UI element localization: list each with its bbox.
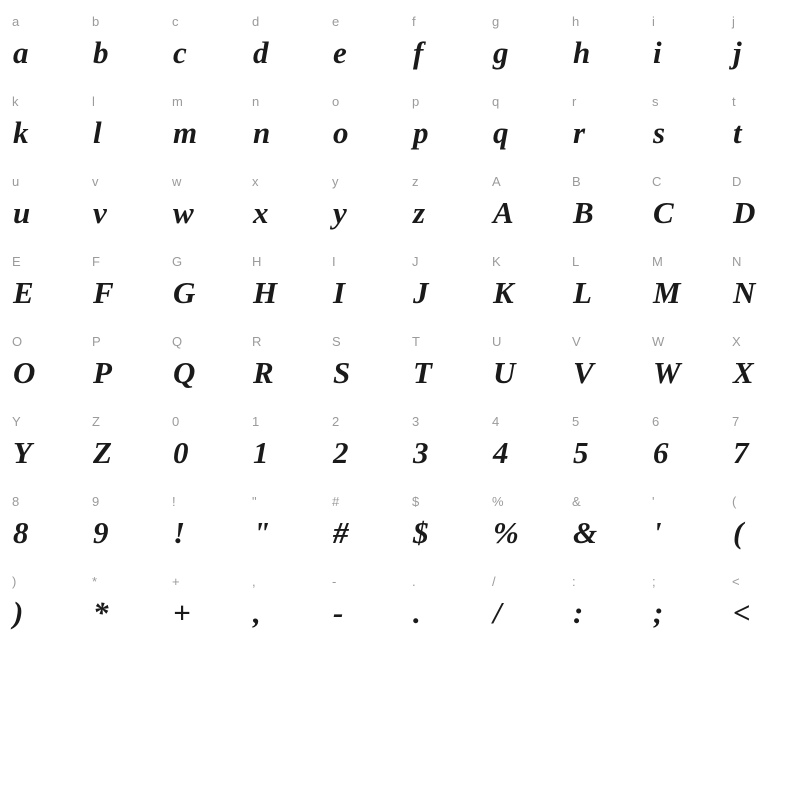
glyph-cell xyxy=(0,164,80,244)
glyph-sample: 5 xyxy=(573,435,589,470)
glyph-cell xyxy=(480,324,560,404)
glyph-sample: 4 xyxy=(493,435,509,470)
glyph-code-label: g xyxy=(492,14,500,29)
glyph-code-label: M xyxy=(652,254,664,269)
glyph-sample: A xyxy=(493,195,514,230)
glyph-cell xyxy=(720,324,800,404)
glyph-cell xyxy=(560,84,640,164)
glyph-cell xyxy=(160,404,240,484)
glyph-sample: : xyxy=(573,595,584,630)
glyph-cell xyxy=(480,564,560,644)
glyph-cell xyxy=(80,84,160,164)
glyph-cell xyxy=(0,324,80,404)
glyph-cell xyxy=(160,4,240,84)
glyph-code-label: B xyxy=(572,174,581,189)
glyph-code-label: J xyxy=(412,254,419,269)
glyph-code-label: l xyxy=(92,94,96,109)
glyph-code-label: z xyxy=(412,174,419,189)
glyph-sample: Y xyxy=(13,435,32,470)
glyph-code-label: y xyxy=(332,174,339,189)
glyph-cell xyxy=(480,4,560,84)
glyph-sample: v xyxy=(93,195,107,230)
glyph-cell xyxy=(640,164,720,244)
glyph-code-label: p xyxy=(412,94,420,109)
glyph-cell xyxy=(560,404,640,484)
glyph-cell xyxy=(80,4,160,84)
glyph-cell xyxy=(160,564,240,644)
glyph-sample: x xyxy=(253,195,269,230)
glyph-code-label: . xyxy=(412,574,416,589)
glyph-sample: H xyxy=(253,275,278,310)
glyph-cell xyxy=(240,564,320,644)
glyph-sample: k xyxy=(13,115,29,150)
glyph-code-label: i xyxy=(652,14,656,29)
glyph-sample: d xyxy=(253,35,269,70)
glyph-cell xyxy=(0,404,80,484)
glyph-sample: B xyxy=(573,195,594,230)
glyph-code-label: f xyxy=(412,14,416,29)
glyph-code-label: Q xyxy=(172,334,183,349)
glyph-cell xyxy=(320,4,400,84)
glyph-sample: h xyxy=(573,35,591,70)
glyph-cell xyxy=(480,84,560,164)
glyph-code-label: U xyxy=(492,334,502,349)
glyph-code-label: ( xyxy=(732,494,737,509)
glyph-sample: W xyxy=(653,355,681,390)
glyph-cell xyxy=(560,324,640,404)
glyph-sample: ) xyxy=(13,595,24,630)
glyph-cell xyxy=(640,244,720,324)
glyph-code-label: + xyxy=(172,574,180,589)
glyph-sample: 1 xyxy=(253,435,269,470)
glyph-sample: f xyxy=(413,35,424,70)
glyph-cell xyxy=(80,324,160,404)
glyph-cell xyxy=(0,84,80,164)
glyph-code-label: j xyxy=(732,14,736,29)
glyph-sample: P xyxy=(93,355,112,390)
glyph-sample: u xyxy=(13,195,31,230)
glyph-code-label: % xyxy=(492,494,504,509)
glyph-cell xyxy=(240,244,320,324)
glyph-code-label: K xyxy=(492,254,501,269)
glyph-code-label: < xyxy=(732,574,740,589)
glyph-sample: $ xyxy=(413,515,429,550)
glyph-cell xyxy=(0,564,80,644)
glyph-code-label: 4 xyxy=(492,414,500,429)
glyph-sample: % xyxy=(493,515,519,550)
glyph-sample: ' xyxy=(653,515,662,550)
glyph-sample: * xyxy=(93,595,109,630)
glyph-code-label: F xyxy=(92,254,101,269)
glyph-code-label: o xyxy=(332,94,340,109)
glyph-sample: j xyxy=(733,35,742,70)
glyph-code-label: ) xyxy=(12,574,17,589)
glyph-sample: s xyxy=(653,115,666,150)
glyph-code-label: C xyxy=(652,174,662,189)
glyph-code-label: m xyxy=(172,94,184,109)
glyph-cell xyxy=(240,164,320,244)
glyph-sample: m xyxy=(173,115,198,150)
glyph-code-label: I xyxy=(332,254,336,269)
glyph-code-label: h xyxy=(572,14,580,29)
glyph-cell xyxy=(400,564,480,644)
glyph-sample: i xyxy=(653,35,662,70)
glyph-sample: q xyxy=(493,115,509,150)
glyph-code-label: & xyxy=(572,494,581,509)
glyph-cell xyxy=(320,164,400,244)
glyph-sample: o xyxy=(333,115,349,150)
glyph-code-label: c xyxy=(172,14,179,29)
glyph-cell xyxy=(720,244,800,324)
glyph-sample: p xyxy=(413,115,429,150)
glyph-code-label: G xyxy=(172,254,183,269)
glyph-cell xyxy=(560,244,640,324)
glyph-cell xyxy=(0,244,80,324)
glyph-sample: ( xyxy=(733,515,744,550)
glyph-sample: S xyxy=(333,355,351,390)
glyph-code-label: T xyxy=(412,334,421,349)
glyph-sample: " xyxy=(253,515,271,550)
glyph-cell xyxy=(240,324,320,404)
glyph-code-label: Y xyxy=(12,414,21,429)
glyph-cell xyxy=(480,484,560,564)
glyph-code-label: ! xyxy=(172,494,176,509)
glyph-cell xyxy=(480,404,560,484)
glyph-code-label: 9 xyxy=(92,494,100,509)
glyph-cell xyxy=(320,324,400,404)
glyph-sample: & xyxy=(573,515,598,550)
glyph-code-label: # xyxy=(332,494,340,509)
glyph-sample: 2 xyxy=(333,435,349,470)
glyph-code-label: 7 xyxy=(732,414,740,429)
glyph-sample: r xyxy=(573,115,586,150)
glyph-cell xyxy=(400,4,480,84)
glyph-code-label: / xyxy=(492,574,496,589)
glyph-sample: I xyxy=(333,275,346,310)
glyph-sample: , xyxy=(253,595,261,630)
glyph-code-label: e xyxy=(332,14,340,29)
glyph-sample: ! xyxy=(173,515,186,550)
glyph-code-label: * xyxy=(92,574,98,589)
glyph-sample: E xyxy=(13,275,34,310)
glyph-cell xyxy=(560,484,640,564)
glyph-sample: g xyxy=(493,35,509,70)
glyph-code-label: 3 xyxy=(412,414,420,429)
glyph-cell xyxy=(720,564,800,644)
glyph-cell xyxy=(160,84,240,164)
glyph-sample: N xyxy=(733,275,756,310)
glyph-sample: 9 xyxy=(93,515,109,550)
glyph-code-label: , xyxy=(252,574,256,589)
glyph-cell xyxy=(80,564,160,644)
glyph-code-label: a xyxy=(12,14,20,29)
glyph-sample: ; xyxy=(653,595,664,630)
glyph-code-label: " xyxy=(252,494,257,509)
glyph-code-label: D xyxy=(732,174,742,189)
glyph-code-label: - xyxy=(332,574,337,589)
glyph-sample: M xyxy=(653,275,681,310)
glyph-code-label: 6 xyxy=(652,414,660,429)
glyph-code-label: O xyxy=(12,334,23,349)
glyph-code-label: s xyxy=(652,94,659,109)
glyph-sample: R xyxy=(253,355,274,390)
glyph-code-label: S xyxy=(332,334,341,349)
glyph-cell xyxy=(400,84,480,164)
glyph-cell xyxy=(320,564,400,644)
glyph-code-label: 1 xyxy=(252,414,260,429)
glyph-code-label: 5 xyxy=(572,414,580,429)
glyph-code-label: P xyxy=(92,334,101,349)
glyph-sample: / xyxy=(493,595,502,630)
glyph-cell xyxy=(560,164,640,244)
glyph-code-label: E xyxy=(12,254,21,269)
glyph-code-label: $ xyxy=(412,494,420,509)
glyph-sample: Z xyxy=(93,435,112,470)
glyph-cell xyxy=(320,244,400,324)
glyph-cell xyxy=(80,404,160,484)
glyph-code-label: w xyxy=(172,174,182,189)
glyph-cell xyxy=(160,324,240,404)
glyph-cell xyxy=(400,484,480,564)
glyph-sample: J xyxy=(413,275,429,310)
glyph-sample: e xyxy=(333,35,347,70)
glyph-cell xyxy=(720,4,800,84)
glyph-cell xyxy=(640,564,720,644)
glyph-code-label: V xyxy=(572,334,581,349)
glyph-cell xyxy=(720,164,800,244)
glyph-cell xyxy=(720,404,800,484)
glyph-sample: X xyxy=(733,355,754,390)
glyph-cell xyxy=(640,484,720,564)
glyph-cell xyxy=(400,244,480,324)
glyph-sample: < xyxy=(733,595,751,630)
glyph-sample: D xyxy=(733,195,756,230)
glyph-sample: 6 xyxy=(653,435,669,470)
glyph-cell xyxy=(640,84,720,164)
glyph-cell xyxy=(560,4,640,84)
glyph-cell xyxy=(0,4,80,84)
glyph-cell xyxy=(480,164,560,244)
glyph-cell xyxy=(160,484,240,564)
glyph-sample: 0 xyxy=(173,435,189,470)
glyph-cell xyxy=(640,324,720,404)
glyph-code-label: R xyxy=(252,334,262,349)
glyph-code-label: x xyxy=(252,174,259,189)
glyph-cell xyxy=(160,164,240,244)
glyph-cell xyxy=(240,404,320,484)
glyph-sample: C xyxy=(653,195,674,230)
glyph-sample: V xyxy=(573,355,594,390)
glyph-sample: t xyxy=(733,115,742,150)
glyph-cell xyxy=(80,164,160,244)
glyph-sample: L xyxy=(573,275,592,310)
glyph-sample: K xyxy=(493,275,514,310)
glyph-cell xyxy=(720,84,800,164)
glyph-code-label: : xyxy=(572,574,576,589)
glyph-cell xyxy=(400,404,480,484)
glyph-sample: b xyxy=(93,35,109,70)
glyph-cell xyxy=(320,84,400,164)
glyph-sample: n xyxy=(253,115,271,150)
glyph-cell xyxy=(160,244,240,324)
glyph-code-label: N xyxy=(732,254,742,269)
glyph-cell xyxy=(80,484,160,564)
glyph-cell xyxy=(80,244,160,324)
glyph-sample: U xyxy=(493,355,516,390)
glyph-sample: y xyxy=(333,195,347,230)
glyph-code-label: L xyxy=(572,254,580,269)
glyph-cell xyxy=(240,484,320,564)
glyph-code-label: u xyxy=(12,174,20,189)
glyph-cell xyxy=(720,484,800,564)
glyph-cell xyxy=(320,484,400,564)
glyph-code-label: ; xyxy=(652,574,656,589)
glyph-code-label: W xyxy=(652,334,665,349)
glyph-cell xyxy=(320,404,400,484)
glyph-sample: - xyxy=(333,595,344,630)
glyph-code-label: 2 xyxy=(332,414,340,429)
glyph-cell xyxy=(240,4,320,84)
glyph-code-label: ' xyxy=(652,494,655,509)
glyph-sample: # xyxy=(333,515,349,550)
glyph-code-label: n xyxy=(252,94,260,109)
glyph-sample: . xyxy=(413,595,421,630)
glyph-code-label: 0 xyxy=(172,414,180,429)
glyph-sample: Q xyxy=(173,355,196,390)
glyph-sample: z xyxy=(413,195,426,230)
glyph-code-label: d xyxy=(252,14,260,29)
glyph-sample: T xyxy=(413,355,432,390)
glyph-sample: c xyxy=(173,35,187,70)
glyph-sample: + xyxy=(173,595,191,630)
glyph-code-label: t xyxy=(732,94,736,109)
glyph-sample: G xyxy=(173,275,196,310)
glyph-sample: F xyxy=(93,275,114,310)
glyph-cell xyxy=(400,324,480,404)
glyph-code-label: v xyxy=(92,174,99,189)
glyph-sample: O xyxy=(13,355,36,390)
glyph-sample: l xyxy=(93,115,102,150)
glyph-cell xyxy=(240,84,320,164)
glyph-code-label: r xyxy=(572,94,577,109)
glyph-code-label: H xyxy=(252,254,262,269)
glyph-sample: 8 xyxy=(13,515,29,550)
glyph-code-label: k xyxy=(12,94,19,109)
glyph-cell xyxy=(640,4,720,84)
glyph-sample: 3 xyxy=(413,435,429,470)
glyph-cell xyxy=(480,244,560,324)
glyph-code-label: A xyxy=(492,174,501,189)
glyph-code-label: b xyxy=(92,14,100,29)
glyph-cell xyxy=(640,404,720,484)
glyph-code-label: X xyxy=(732,334,741,349)
glyph-sample: 7 xyxy=(733,435,749,470)
glyph-sample: w xyxy=(173,195,194,230)
glyph-code-label: Z xyxy=(92,414,101,429)
glyph-cell xyxy=(0,484,80,564)
glyph-sample: a xyxy=(13,35,29,70)
glyph-code-label: q xyxy=(492,94,500,109)
glyph-code-label: 8 xyxy=(12,494,20,509)
glyph-cell xyxy=(560,564,640,644)
glyph-cell xyxy=(400,164,480,244)
